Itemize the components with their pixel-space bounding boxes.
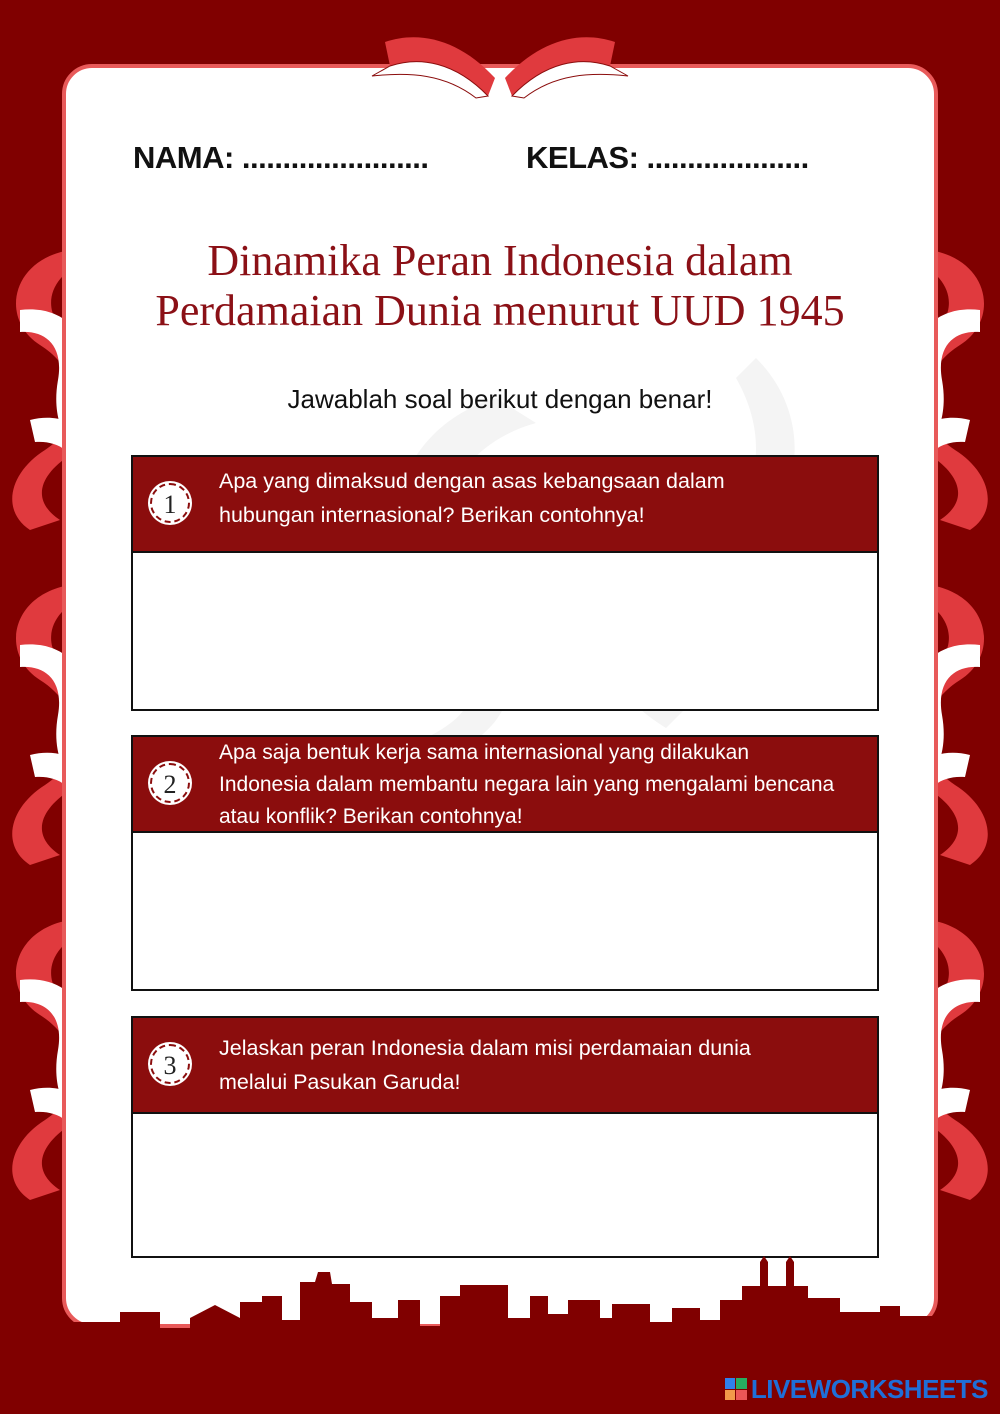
liveworksheets-text: LIVEWORKSHEETS (750, 1373, 988, 1404)
question-line: hubungan internasional? Berikan contohnya! (219, 503, 645, 527)
question-card-3 (131, 1016, 879, 1258)
answer-field-3[interactable] (133, 1114, 881, 1256)
question-line: Apa yang dimaksud dengan asas kebangsaan dalam (219, 469, 725, 493)
question-header (133, 737, 877, 833)
question-header (133, 457, 877, 553)
question-text (219, 1031, 877, 1099)
question-number-badge: 2 (150, 763, 190, 803)
title-line-2: Perdamaian Dunia menurut UUD 1945 (155, 286, 845, 335)
instruction-text: Jawablah soal berikut dengan benar! (287, 384, 713, 414)
answer-field-1[interactable] (133, 553, 881, 709)
class-field-label[interactable]: KELAS: .................... (526, 140, 809, 175)
question-line: Jelaskan peran Indonesia dalam misi perdamaian dunia (219, 1036, 751, 1060)
question-line: atau konflik? Berikan contohnya! (219, 805, 523, 828)
question-card-2 (131, 735, 879, 991)
name-field-label[interactable]: NAMA: ....................... (133, 140, 429, 175)
question-number-badge: 1 (150, 483, 190, 523)
question-text (219, 464, 877, 532)
question-line: Indonesia dalam membantu negara lain yang mengalami bencana (219, 773, 835, 796)
question-card-1 (131, 455, 879, 711)
question-line: melalui Pasukan Garuda! (219, 1070, 461, 1094)
liveworksheets-logo-icon (725, 1378, 747, 1400)
page-title (100, 236, 900, 336)
question-header (133, 1018, 877, 1114)
answer-field-2[interactable] (133, 833, 881, 989)
title-line-1: Dinamika Peran Indonesia dalam (207, 236, 793, 285)
liveworksheets-brand[interactable] (725, 1374, 988, 1404)
question-number-badge: 3 (150, 1044, 190, 1084)
question-line: Apa saja bentuk kerja sama internasional yang dilakukan (219, 741, 749, 764)
question-text (219, 737, 881, 833)
student-info-fields (0, 140, 1000, 180)
